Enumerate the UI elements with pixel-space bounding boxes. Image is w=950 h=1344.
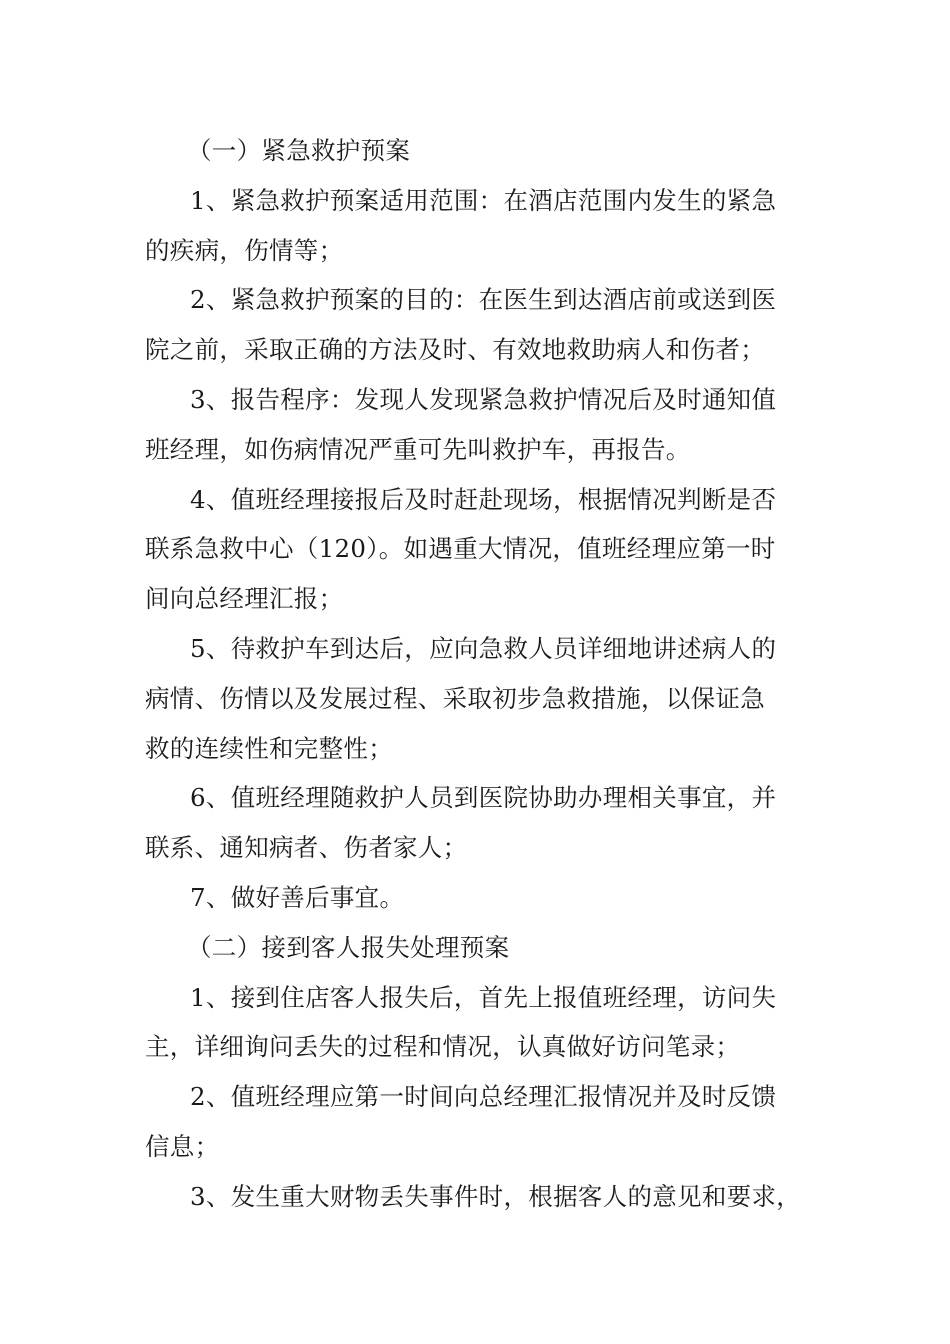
paragraph-line: 1、紧急救护预案适用范围：在酒店范围内发生的紧急 bbox=[190, 185, 777, 215]
paragraph-line: 主，详细询问丢失的过程和情况，认真做好访问笔录； bbox=[145, 1032, 741, 1062]
paragraph-line: 的疾病，伤情等； bbox=[145, 235, 344, 265]
paragraph-line: 4、值班经理接报后及时赶赴现场，根据情况判断是否 bbox=[190, 484, 777, 514]
paragraph-line: 班经理，如伤病情况严重可先叫救护车，再报告。 bbox=[145, 434, 691, 464]
paragraph-line: 信息； bbox=[145, 1131, 220, 1161]
document-body bbox=[145, 126, 807, 1222]
section-heading-emergency-rescue: （一）紧急救护预案 bbox=[187, 136, 411, 165]
paragraph-line: 3、发生重大财物丢失事件时，根据客人的意见和要求， bbox=[190, 1181, 802, 1211]
paragraph-line: 病情、伤情以及发展过程、采取初步急救措施，以保证急 bbox=[145, 683, 765, 713]
paragraph-line: 间向总经理汇报； bbox=[145, 584, 344, 614]
paragraph-line: 2、紧急救护预案的目的：在医生到达酒店前或送到医 bbox=[190, 285, 777, 315]
paragraph-line: 1、接到住店客人报失后，首先上报值班经理，访问失 bbox=[190, 982, 777, 1012]
paragraph-line: 救的连续性和完整性； bbox=[145, 733, 393, 763]
paragraph-line: 联系急救中心（120）。如遇重大情况，值班经理应第一时 bbox=[145, 534, 776, 564]
paragraph-line: 2、值班经理应第一时间向总经理汇报情况并及时反馈 bbox=[190, 1082, 777, 1112]
paragraph-line: 5、待救护车到达后，应向急救人员详细地讲述病人的 bbox=[190, 633, 777, 663]
section-heading-guest-loss-report: （二）接到客人报失处理预案 bbox=[187, 932, 510, 962]
paragraph-line: 6、值班经理随救护人员到医院协助办理相关事宜，并 bbox=[190, 783, 777, 813]
paragraph-line: 3、报告程序：发现人发现紧急救护情况后及时通知值 bbox=[190, 384, 777, 414]
paragraph-line: 联系、通知病者、伤者家人； bbox=[145, 833, 468, 863]
paragraph-line: 院之前，采取正确的方法及时、有效地救助病人和伤者； bbox=[145, 335, 765, 365]
paragraph-line: 7、做好善后事宜。 bbox=[190, 882, 405, 912]
